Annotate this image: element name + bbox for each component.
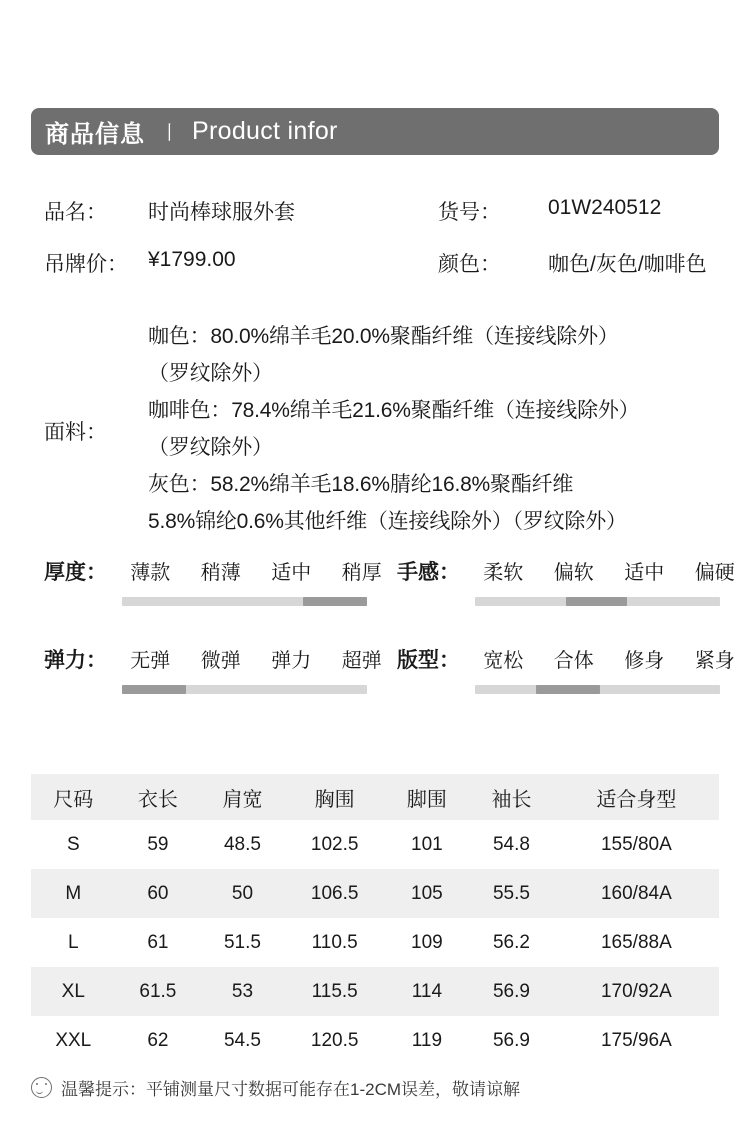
table-header-cell: 脚围 bbox=[385, 774, 470, 820]
code-value: 01W240512 bbox=[548, 196, 662, 219]
attribute-row bbox=[44, 644, 750, 694]
info-row-price bbox=[44, 248, 744, 278]
attribute-fit bbox=[397, 644, 750, 694]
table-cell: 114 bbox=[385, 967, 470, 1016]
color-label: 颜色： bbox=[438, 253, 501, 276]
attribute-option: 偏软 bbox=[553, 562, 594, 584]
attribute-head bbox=[397, 556, 750, 586]
fabric-block bbox=[44, 318, 750, 540]
table-cell: 109 bbox=[385, 918, 470, 967]
attribute-title: 版型： bbox=[397, 649, 460, 672]
table-cell: 54.8 bbox=[469, 820, 554, 869]
name-value: 时尚棒球服外套 bbox=[148, 201, 295, 224]
fabric-line: 咖色：80.0%绵羊毛20.0%聚酯纤维（连接线除外） bbox=[148, 325, 619, 348]
table-cell: 102.5 bbox=[285, 820, 385, 869]
attribute-title: 弹力： bbox=[44, 649, 107, 672]
size-table-body bbox=[31, 820, 719, 1065]
size-table bbox=[31, 774, 719, 1065]
table-header-cell: 适合身型 bbox=[554, 774, 719, 820]
table-header-cell: 衣长 bbox=[116, 774, 201, 820]
attribute-options bbox=[115, 644, 397, 673]
table-cell: 60 bbox=[116, 869, 201, 918]
product-info-banner bbox=[31, 108, 719, 155]
price-value: ¥1799.00 bbox=[148, 248, 236, 271]
attribute-option: 紧身 bbox=[694, 650, 735, 672]
table-cell: XXL bbox=[31, 1016, 116, 1065]
table-cell: 56.9 bbox=[469, 967, 554, 1016]
smiley-icon bbox=[31, 1077, 52, 1098]
product-info-list bbox=[44, 196, 744, 300]
table-cell: 56.9 bbox=[469, 1016, 554, 1065]
attribute-option: 弹力 bbox=[271, 650, 312, 672]
table-cell: 105 bbox=[385, 869, 470, 918]
attribute-head bbox=[397, 644, 750, 674]
attribute-row bbox=[44, 556, 750, 606]
banner-title-en: Product infor bbox=[192, 117, 338, 145]
color-value: 咖色/灰色/咖啡色 bbox=[548, 253, 707, 276]
footer-note bbox=[31, 1075, 520, 1100]
attribute-option: 适中 bbox=[624, 562, 665, 584]
fabric-line: （罗纹除外） bbox=[148, 436, 273, 459]
attribute-option: 适中 bbox=[271, 562, 312, 584]
table-cell: 106.5 bbox=[285, 869, 385, 918]
name-label: 品名： bbox=[44, 201, 107, 224]
attribute-option: 合体 bbox=[553, 650, 594, 672]
table-row bbox=[31, 820, 719, 869]
size-table-head bbox=[31, 774, 719, 820]
attribute-bar-fill bbox=[566, 597, 627, 606]
attribute-title: 厚度： bbox=[44, 561, 107, 584]
price-label: 吊牌价： bbox=[44, 253, 128, 276]
attribute-option: 稍厚 bbox=[341, 562, 382, 584]
attribute-head bbox=[44, 644, 397, 674]
table-cell: 48.5 bbox=[200, 820, 285, 869]
table-header-cell: 袖长 bbox=[469, 774, 554, 820]
table-cell: 54.5 bbox=[200, 1016, 285, 1065]
table-cell: 61.5 bbox=[116, 967, 201, 1016]
table-header-cell: 肩宽 bbox=[200, 774, 285, 820]
attribute-option: 稍薄 bbox=[200, 562, 241, 584]
table-row bbox=[31, 869, 719, 918]
attribute-option: 修身 bbox=[624, 650, 665, 672]
table-cell: 51.5 bbox=[200, 918, 285, 967]
fabric-line: 5.8%锦纶0.6%其他纤维（连接线除外）（罗纹除外） bbox=[148, 510, 627, 533]
attribute-bar-fill bbox=[536, 685, 600, 694]
table-cell: 170/92A bbox=[554, 967, 719, 1016]
table-cell: 115.5 bbox=[285, 967, 385, 1016]
attribute-option: 宽松 bbox=[483, 650, 524, 672]
table-cell: 155/80A bbox=[554, 820, 719, 869]
table-cell: 110.5 bbox=[285, 918, 385, 967]
table-cell: 120.5 bbox=[285, 1016, 385, 1065]
attribute-options bbox=[115, 556, 397, 585]
fabric-line: 咖啡色：78.4%绵羊毛21.6%聚酯纤维（连接线除外） bbox=[148, 399, 640, 422]
table-row bbox=[31, 1016, 719, 1065]
table-cell: 160/84A bbox=[554, 869, 719, 918]
table-cell: 59 bbox=[116, 820, 201, 869]
code-label: 货号： bbox=[438, 201, 501, 224]
fabric-line: （罗纹除外） bbox=[148, 362, 273, 385]
table-cell: 50 bbox=[200, 869, 285, 918]
table-cell: 165/88A bbox=[554, 918, 719, 967]
table-cell: M bbox=[31, 869, 116, 918]
info-row-name bbox=[44, 196, 744, 226]
table-header-cell: 胸围 bbox=[285, 774, 385, 820]
note-text: 平铺测量尺寸数据可能存在1-2CM误差，敬请谅解 bbox=[146, 1080, 521, 1099]
attribute-bar-track bbox=[122, 685, 367, 694]
attribute-head bbox=[44, 556, 397, 586]
table-cell: 53 bbox=[200, 967, 285, 1016]
table-header-cell: 尺码 bbox=[31, 774, 116, 820]
attribute-bar-fill bbox=[122, 685, 186, 694]
attribute-handfeel bbox=[397, 556, 750, 606]
attribute-meters bbox=[44, 556, 750, 732]
attribute-options bbox=[468, 644, 750, 673]
fabric-line: 灰色：58.2%绵羊毛18.6%腈纶16.8%聚酯纤维 bbox=[148, 473, 574, 496]
table-cell: S bbox=[31, 820, 116, 869]
table-row bbox=[31, 967, 719, 1016]
attribute-option: 柔软 bbox=[483, 562, 524, 584]
table-cell: 56.2 bbox=[469, 918, 554, 967]
attribute-title: 手感： bbox=[397, 561, 460, 584]
fabric-lines bbox=[148, 318, 750, 540]
table-cell: 119 bbox=[385, 1016, 470, 1065]
fabric-label: 面料： bbox=[44, 421, 107, 444]
attribute-option: 无弹 bbox=[130, 650, 171, 672]
table-cell: 55.5 bbox=[469, 869, 554, 918]
attribute-elasticity bbox=[44, 644, 397, 694]
banner-title-cn: 商品信息 bbox=[45, 121, 145, 148]
table-cell: 61 bbox=[116, 918, 201, 967]
table-cell: 62 bbox=[116, 1016, 201, 1065]
attribute-bar-track bbox=[475, 685, 720, 694]
banner-separator: 丨 bbox=[160, 123, 180, 144]
attribute-bar-track bbox=[475, 597, 720, 606]
attribute-option: 偏硬 bbox=[694, 562, 735, 584]
table-cell: L bbox=[31, 918, 116, 967]
attribute-option: 超弹 bbox=[341, 650, 382, 672]
attribute-bar-fill bbox=[303, 597, 367, 606]
note-label: 温馨提示： bbox=[61, 1080, 146, 1099]
attribute-options bbox=[468, 556, 750, 585]
attribute-option: 微弹 bbox=[200, 650, 241, 672]
table-cell: 175/96A bbox=[554, 1016, 719, 1065]
attribute-bar-track bbox=[122, 597, 367, 606]
table-cell: 101 bbox=[385, 820, 470, 869]
table-header-row bbox=[31, 774, 719, 820]
table-cell: XL bbox=[31, 967, 116, 1016]
table-row bbox=[31, 918, 719, 967]
attribute-option: 薄款 bbox=[130, 562, 171, 584]
attribute-thickness bbox=[44, 556, 397, 606]
